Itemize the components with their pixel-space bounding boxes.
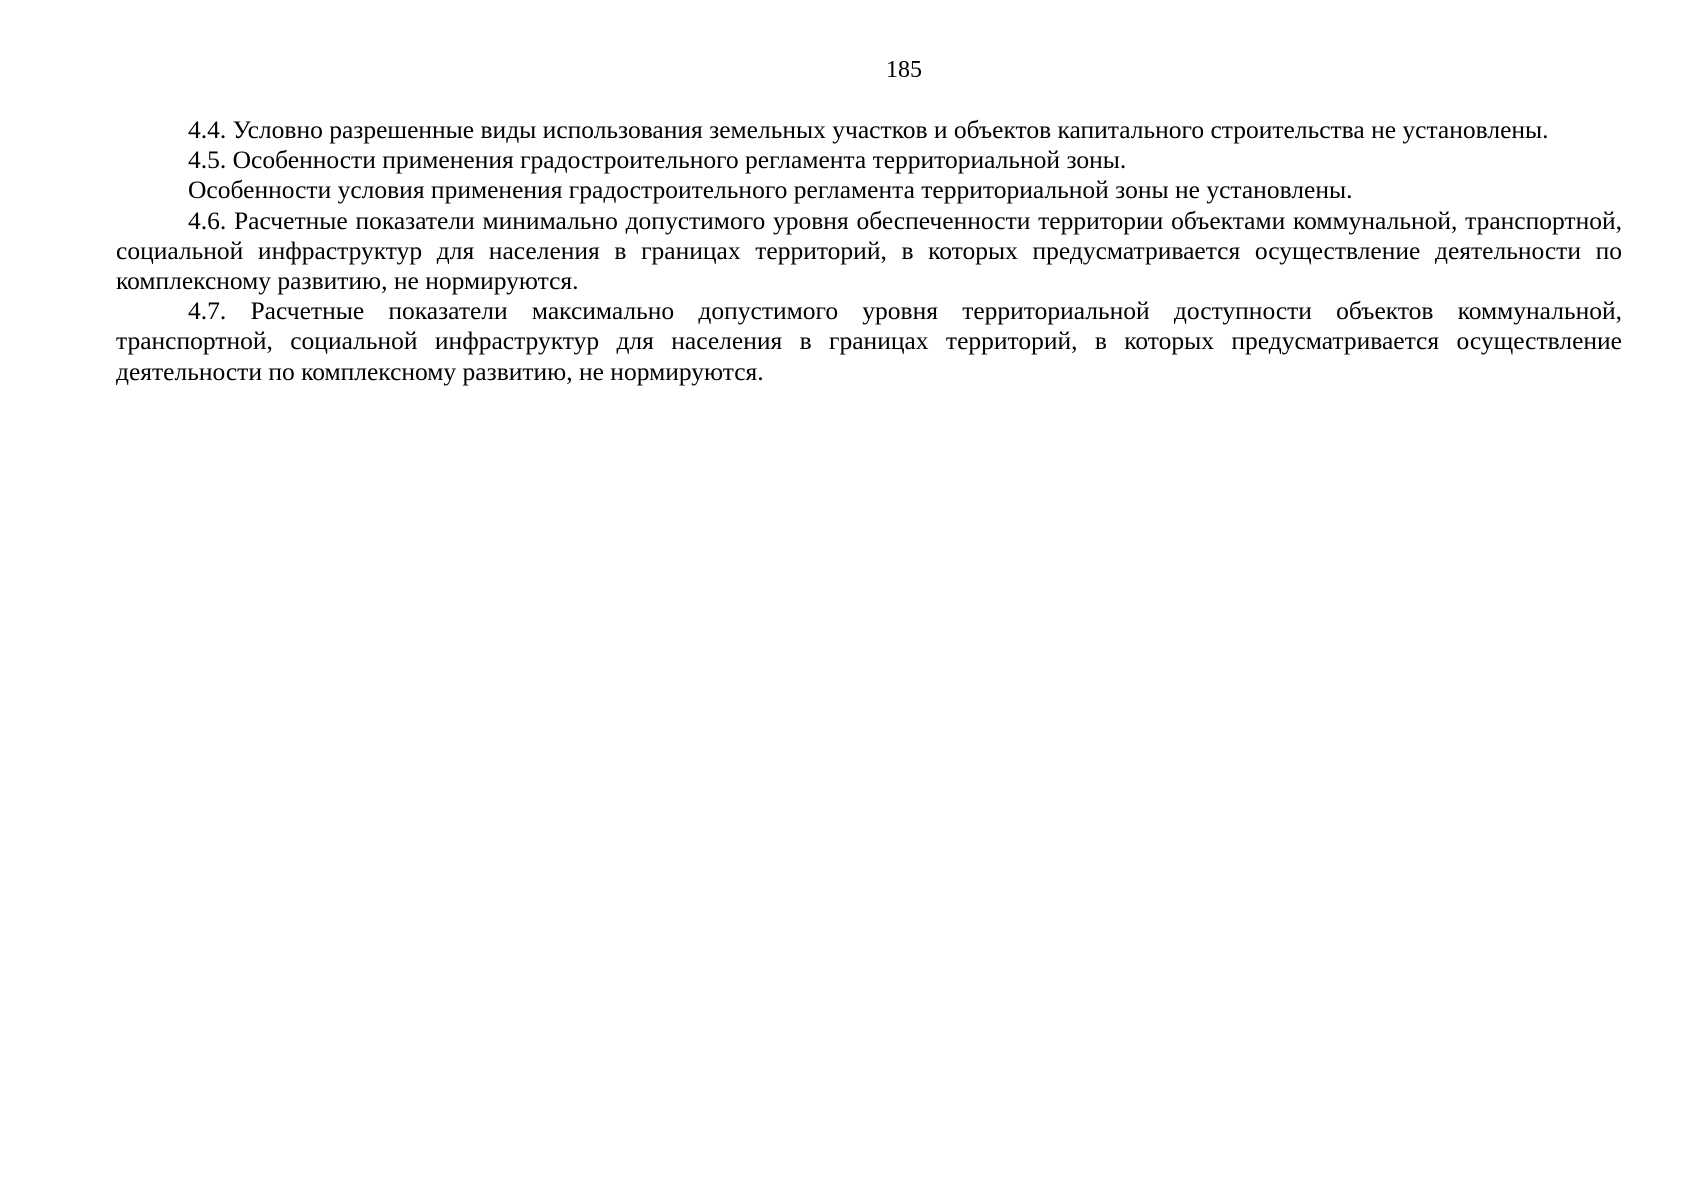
paragraph-4-5-note: Особенности условия применения градостроительного регламента территориальной зоны не установлены.	[188, 175, 1353, 205]
paragraph-4-7: 4.7. Расчетные показатели максимально допустимого уровня территориальной доступности объектов коммунальной, транспортной, социальной инфраструктур для населения в границах территорий, в которых предусматривается осуществление деятельности по комплексному развитию, не нормируются.	[116, 296, 1622, 386]
paragraph-4-6: 4.6. Расчетные показатели минимально допустимого уровня обеспеченности территории объектами коммунальной, транспортной, социальной инфраструктур для населения в границах территорий, в которых предусматривается осуществление деятельности по комплексному развитию, не нормируются.	[116, 205, 1622, 296]
page-number: 185	[886, 57, 922, 83]
paragraph-4-5: 4.5. Особенности применения градостроительного регламента территориальной зоны.	[188, 145, 1127, 175]
document-body	[116, 115, 1622, 387]
paragraph-4-4: 4.4. Условно разрешенные виды использования земельных участков и объектов капитального строительства не установлены.	[188, 115, 1549, 144]
